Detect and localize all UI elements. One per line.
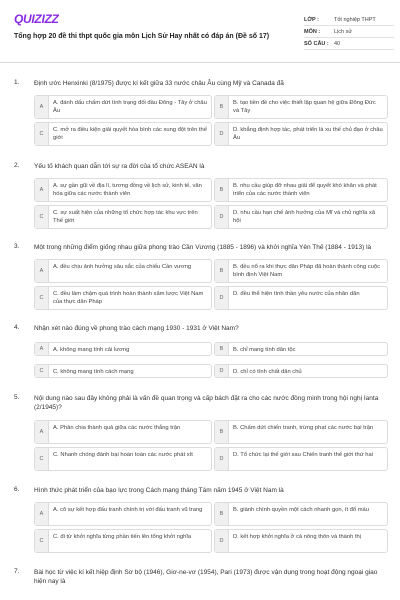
option-text: D. chỉ có tính chất dân chủ xyxy=(233,369,302,375)
option-letter: A xyxy=(35,343,49,355)
header-divider xyxy=(0,62,400,63)
option-d[interactable] xyxy=(214,122,388,146)
meta-key: LỚP : xyxy=(304,16,319,23)
question-number: 6. xyxy=(14,486,20,493)
option-text: C. sự xuất hiện của những tổ chức hợp tác khu vực trên Thế giới xyxy=(53,210,198,224)
option-b[interactable] xyxy=(214,420,388,444)
meta-row-subject xyxy=(304,26,394,38)
option-d[interactable] xyxy=(214,286,388,310)
option-letter: A xyxy=(35,96,49,118)
option-c[interactable] xyxy=(34,447,212,471)
option-text: B. tạo tiền đề cho việc thiết lập quan hệ giữa Đông Đức và Tây xyxy=(233,100,376,114)
option-b[interactable] xyxy=(214,342,388,356)
option-letter: D xyxy=(215,123,229,145)
option-text: B. Chấm dứt chiến tranh, trừng phạt các nước bại trận xyxy=(233,425,374,431)
question-stem: Nhận xét nào đúng về phong trào cách mạng 1930 - 1931 ở Việt Nam? xyxy=(34,325,239,332)
question-number: 1. xyxy=(14,79,20,86)
question-number: 5. xyxy=(14,394,20,401)
option-text: D. đều thể hiện tính thần yêu nước của nhân dân xyxy=(233,291,360,297)
option-letter: B xyxy=(215,179,229,201)
option-letter: A xyxy=(35,503,49,525)
option-text: A. đánh dấu chấm dứt tình trạng đối đầu Đông - Tây ở châu Âu xyxy=(53,100,207,114)
option-letter: B xyxy=(215,96,229,118)
question-stem: Nội dung nào sau đây không phải là vấn đề quan trọng và cấp bách đặt ra cho các nước đồng minh trong hội nghị Ianta (2/1945)? xyxy=(34,395,379,411)
option-letter: D xyxy=(215,287,229,309)
option-letter: C xyxy=(35,287,49,309)
option-text: D. Tổ chức lại thế giới sau Chiến tranh thế giới thứ hai xyxy=(233,452,373,458)
document-title: Tổng hợp 20 đề thi thpt quốc gia môn Lịch Sử Hay nhất có đáp án (Đề số 17) xyxy=(14,33,270,40)
meta-value: Tốt nghiệp THPT xyxy=(334,16,376,23)
option-c[interactable] xyxy=(34,286,212,310)
option-d[interactable] xyxy=(214,447,388,471)
option-text: A. không mang tính cải lương xyxy=(53,347,130,353)
meta-value: 40 xyxy=(334,40,341,47)
question-number: 2. xyxy=(14,162,20,169)
option-b[interactable] xyxy=(214,502,388,526)
option-letter: A xyxy=(35,179,49,201)
option-letter: D xyxy=(215,365,229,377)
option-c[interactable] xyxy=(34,529,212,553)
option-c[interactable] xyxy=(34,122,212,146)
option-a[interactable] xyxy=(34,420,212,444)
option-b[interactable] xyxy=(214,178,388,202)
option-text: B. giành chính quyền một cách nhanh gọn, ít đổ máu xyxy=(233,507,369,513)
option-letter: B xyxy=(215,343,229,355)
question-stem: Bài học từ việc kí kết hiệp định Sơ bộ (1946), Giơ-ne-vơ (1954), Pari (1973) được vận dụng trong hoạt động ngoại giao hiện nay là xyxy=(34,569,378,585)
option-text: D. kết hợp khởi nghĩa ở cả nông thôn và thành thị xyxy=(233,534,362,540)
option-text: C. Nhanh chóng đánh bại hoàn toàn các nước phát xít xyxy=(53,452,193,458)
option-letter: B xyxy=(215,421,229,443)
option-d[interactable] xyxy=(214,529,388,553)
option-a[interactable] xyxy=(34,502,212,526)
option-text: A. cô sự kết hợp đấu tranh chính trị với đấu tranh vũ trang xyxy=(53,507,203,513)
option-letter: A xyxy=(35,260,49,282)
option-text: B. đều nổ ra khi thực dân Pháp đã hoàn thành công cuộc bình định Việt Nam xyxy=(233,264,380,278)
option-a[interactable] xyxy=(34,342,212,356)
meta-value: Lịch sử xyxy=(334,28,353,35)
option-text: C. đều làm chậm quá trình hoàn thành xâm lược Việt Nam của thực dân Pháp xyxy=(53,291,204,305)
quizizz-logo: QUIZIZZ xyxy=(14,12,59,26)
option-a[interactable] xyxy=(34,178,212,202)
option-letter: C xyxy=(35,206,49,228)
document-header xyxy=(14,12,388,56)
question-stem: Hình thức phát triển của bạo lực trong Cách mạng tháng Tám năm 1945 ở Việt Nam là xyxy=(34,487,284,494)
option-letter: D xyxy=(215,530,229,552)
meta-row-count xyxy=(304,38,394,50)
option-a[interactable] xyxy=(34,259,212,283)
option-letter: B xyxy=(215,260,229,282)
option-c[interactable] xyxy=(34,205,212,229)
question-stem: Định ước Henxinki (8/1975) được kí kết giữa 33 nước châu Âu cùng Mỹ và Canada đã xyxy=(34,80,284,87)
option-text: C. đi từ khởi nghĩa từng phần tiến lên tổng khởi nghĩa xyxy=(53,534,192,540)
option-text: D. khẳng định hợp tác, phát triển là xu thế chủ đạo ở châu Âu xyxy=(233,127,383,141)
question-number: 7. xyxy=(14,568,20,575)
option-text: D. nhu cầu hạn chế ảnh hưởng của Mĩ và chủ nghĩa xã hội xyxy=(233,210,376,224)
question-number: 4. xyxy=(14,324,20,331)
meta-key: SỐ CÂU : xyxy=(304,40,329,47)
option-a[interactable] xyxy=(34,95,212,119)
question-stem: Một trong những điểm giống nhau giữa phong trào Cần Vương (1885 - 1896) và khởi nghĩa Yên Thế (1884 - 1913) là xyxy=(34,244,372,251)
option-text: B. nhu cầu giúp đỡ nhau giải để quyết khó khăn và phát triển của các nước thành viên xyxy=(233,183,377,197)
option-d[interactable] xyxy=(214,364,388,378)
option-text: A. Phân chia thành quả giữa các nước thắng trận xyxy=(53,425,181,431)
option-text: B. chỉ mang tính dân tộc xyxy=(233,347,296,353)
option-letter: C xyxy=(35,123,49,145)
option-letter: D xyxy=(215,448,229,470)
option-d[interactable] xyxy=(214,205,388,229)
option-b[interactable] xyxy=(214,259,388,283)
option-letter: C xyxy=(35,530,49,552)
meta-key: MÔN : xyxy=(304,28,321,35)
meta-table xyxy=(304,14,394,50)
option-letter: C xyxy=(35,448,49,470)
option-letter: C xyxy=(35,365,49,377)
question-stem: Yếu tố khách quan dẫn tới sự ra đời của tổ chức ASEAN là xyxy=(34,163,205,170)
meta-row-grade xyxy=(304,14,394,26)
option-text: A. đều chịu ảnh hưởng sâu sắc của chiếu Cần vương xyxy=(53,264,192,270)
option-text: A. sự gần gũi về địa lí, tương đồng về lịch sử, kinh tế, văn hóa giữa các nước thành viên xyxy=(53,183,202,197)
option-b[interactable] xyxy=(214,95,388,119)
option-c[interactable] xyxy=(34,364,212,378)
option-letter: B xyxy=(215,503,229,525)
option-text: C. mở ra điều kiện giải quyết hòa bình các xung đột trên thế giới xyxy=(53,127,207,141)
option-text: C. không mang tính cách mạng xyxy=(53,369,134,375)
option-letter: A xyxy=(35,421,49,443)
question-number: 3. xyxy=(14,243,20,250)
option-letter: D xyxy=(215,206,229,228)
